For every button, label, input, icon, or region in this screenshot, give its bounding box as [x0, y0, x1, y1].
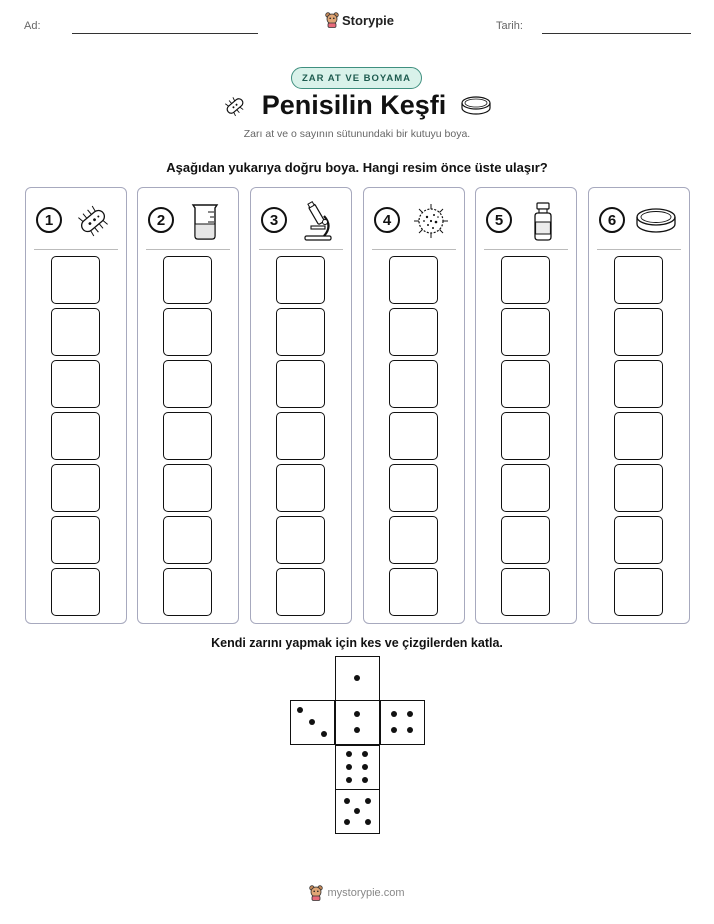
- die-instruction: Kendi zarını yapmak için kes ve çizgilerden katla.: [211, 636, 503, 650]
- color-box[interactable]: [163, 412, 212, 460]
- die-pip: [297, 707, 303, 713]
- column-3: [250, 187, 352, 624]
- die-pip: [344, 819, 350, 825]
- color-box[interactable]: [276, 256, 325, 304]
- die-pip: [407, 727, 413, 733]
- color-box[interactable]: [163, 360, 212, 408]
- die-pip: [354, 711, 360, 717]
- color-box[interactable]: [51, 360, 100, 408]
- color-box[interactable]: [614, 412, 663, 460]
- die-pip: [354, 808, 360, 814]
- bacterium-icon: [72, 200, 114, 242]
- die-pip: [362, 777, 368, 783]
- die-pip: [365, 798, 371, 804]
- die-pip: [407, 711, 413, 717]
- subtitle: Zarı at ve o sayının sütunundaki bir kutuyu boya.: [243, 128, 471, 140]
- page-title: Penisilin Keşfi: [261, 90, 447, 120]
- color-box[interactable]: [276, 308, 325, 356]
- die-pip: [362, 751, 368, 757]
- column-divider: [597, 249, 681, 250]
- date-line: [542, 33, 691, 34]
- color-box[interactable]: [163, 308, 212, 356]
- name-label: Ad:: [24, 20, 41, 32]
- color-box[interactable]: [51, 412, 100, 460]
- color-box[interactable]: [501, 412, 550, 460]
- die-face-two: [335, 700, 380, 745]
- color-box[interactable]: [501, 256, 550, 304]
- column-number: 4: [374, 207, 400, 233]
- column-header: [364, 198, 464, 242]
- instruction: Aşağıdan yukarıya doğru boya. Hangi resim önce üste ulaşır?: [166, 160, 548, 175]
- color-box[interactable]: [276, 360, 325, 408]
- die-pip: [391, 711, 397, 717]
- die-pip: [354, 675, 360, 681]
- color-box[interactable]: [501, 360, 550, 408]
- petri-dish-icon: [635, 200, 677, 242]
- column-divider: [146, 249, 230, 250]
- mold-spore-icon: [410, 200, 452, 242]
- die-pip: [346, 751, 352, 757]
- color-box[interactable]: [501, 308, 550, 356]
- beaker-icon: [184, 200, 226, 242]
- color-box[interactable]: [276, 568, 325, 616]
- die-face-six: [335, 745, 380, 790]
- color-box[interactable]: [614, 516, 663, 564]
- color-box[interactable]: [51, 464, 100, 512]
- color-box[interactable]: [51, 256, 100, 304]
- color-box[interactable]: [389, 516, 438, 564]
- color-box[interactable]: [501, 464, 550, 512]
- color-box[interactable]: [163, 464, 212, 512]
- die-pip: [346, 777, 352, 783]
- color-box[interactable]: [51, 568, 100, 616]
- die-pip: [346, 764, 352, 770]
- column-6: [588, 187, 690, 624]
- column-number: 6: [599, 207, 625, 233]
- color-box[interactable]: [614, 308, 663, 356]
- color-box[interactable]: [389, 308, 438, 356]
- column-5: [475, 187, 577, 624]
- color-box[interactable]: [163, 256, 212, 304]
- die-face-three: [290, 700, 335, 745]
- color-box[interactable]: [276, 516, 325, 564]
- color-box[interactable]: [501, 568, 550, 616]
- column-header: [251, 198, 351, 242]
- microscope-icon: [297, 200, 339, 242]
- column-4: [363, 187, 465, 624]
- column-header: [589, 198, 689, 242]
- footer-url[interactable]: mystorypie.com: [327, 887, 405, 899]
- color-box[interactable]: [614, 568, 663, 616]
- color-box[interactable]: [614, 256, 663, 304]
- die-face-four: [380, 700, 425, 745]
- footer: [0, 885, 714, 901]
- title-row: [0, 90, 714, 121]
- brand-name: Storypie: [342, 12, 395, 28]
- column-divider: [484, 249, 568, 250]
- name-line: [72, 33, 258, 34]
- color-box[interactable]: [51, 516, 100, 564]
- column-2: [137, 187, 239, 624]
- color-box[interactable]: [276, 412, 325, 460]
- die-pip: [391, 727, 397, 733]
- color-box[interactable]: [501, 516, 550, 564]
- medicine-vial-icon: [522, 200, 564, 242]
- storypie-mascot-icon: [309, 885, 323, 901]
- die-pip: [365, 819, 371, 825]
- bacterium-icon: [222, 93, 248, 119]
- date-label: Tarih:: [496, 20, 523, 32]
- color-box[interactable]: [163, 568, 212, 616]
- die-pip: [362, 764, 368, 770]
- die-pip: [354, 727, 360, 733]
- column-divider: [372, 249, 456, 250]
- color-box[interactable]: [276, 464, 325, 512]
- color-box[interactable]: [389, 568, 438, 616]
- column-header: [26, 198, 126, 242]
- column-divider: [259, 249, 343, 250]
- color-box[interactable]: [389, 412, 438, 460]
- die-face-one: [335, 656, 380, 701]
- storypie-logo: [325, 12, 394, 28]
- color-box[interactable]: [389, 256, 438, 304]
- die-pip: [321, 731, 327, 737]
- color-box[interactable]: [51, 308, 100, 356]
- column-number: 5: [486, 207, 512, 233]
- activity-badge: ZAR AT VE BOYAMA: [291, 67, 422, 89]
- die-pip: [344, 798, 350, 804]
- color-box[interactable]: [389, 360, 438, 408]
- column-divider: [34, 249, 118, 250]
- die-pip: [309, 719, 315, 725]
- storypie-mascot-icon: [325, 12, 339, 28]
- color-box[interactable]: [614, 464, 663, 512]
- column-header: [138, 198, 238, 242]
- column-number: 3: [261, 207, 287, 233]
- color-box[interactable]: [389, 464, 438, 512]
- column-number: 2: [148, 207, 174, 233]
- petri-dish-icon: [460, 94, 492, 118]
- column-header: [476, 198, 576, 242]
- column-number: 1: [36, 207, 62, 233]
- color-box[interactable]: [163, 516, 212, 564]
- die-face-five: [335, 789, 380, 834]
- color-box[interactable]: [614, 360, 663, 408]
- column-1: [25, 187, 127, 624]
